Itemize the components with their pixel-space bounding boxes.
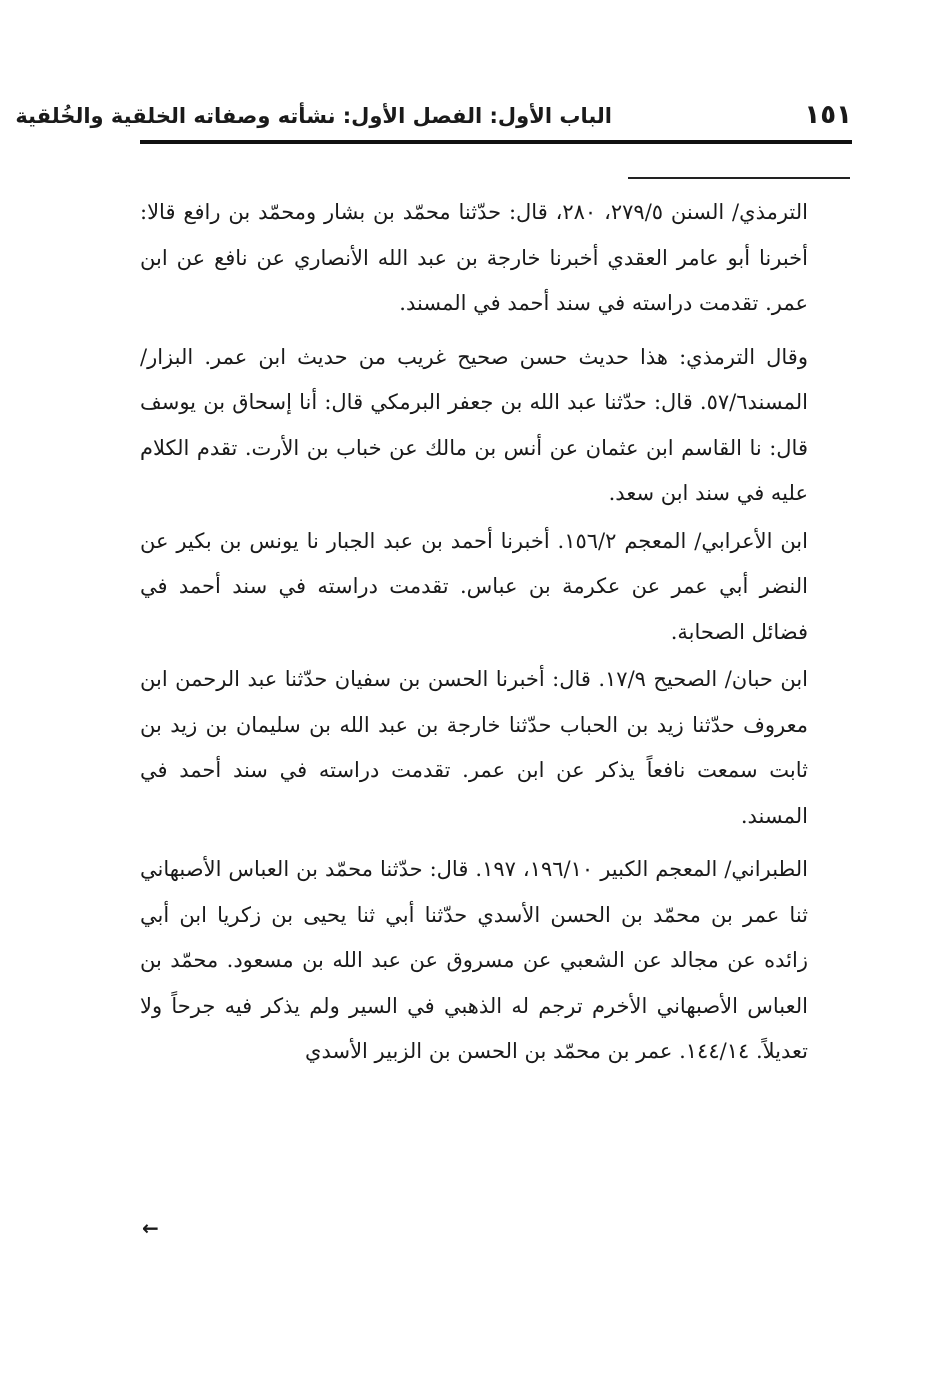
footnote-divider (628, 177, 850, 179)
footnote-body (140, 190, 808, 1075)
footnote-paragraph-bazzar: وقال الترمذي: هذا حديث حسن صحيح غريب من حديث ابن عمر. البزار/ المسند٥٧/٦. قال: حدّثنا عبد الله بن جعفر البرمكي قال: أنا إسحاق بن يوسف قال: نا القاسم ابن عثمان عن أنس بن مالك عن خباب بن الأرت. تقدم الكلام عليه في سند ابن سعد. (140, 344, 808, 505)
footnote-paragraph-ibn-hibban: ابن حبان/ الصحيح ١٧/٩. قال: أخبرنا الحسن بن سفيان حدّثنا عبد الرحمن ابن معروف حدّثنا زيد بن الحباب حدّثنا خارجة بن عبد الله بن سليمان بن زيد بن ثابت سمعت نافعاً يذكر عن ابن عمر. تقدمت دراسته في سند أحمد في المسند. (140, 667, 808, 828)
arrow-left-icon: ← (142, 1216, 159, 1240)
header-divider (140, 140, 852, 144)
footnote-paragraph-tabarani: الطبراني/ المعجم الكبير ١٩٦/١٠، ١٩٧. قال: حدّثنا محمّد بن العباس الأصبهاني ثنا عمر بن محمّد بن الحسن الأسدي حدّثنا أبي ثنا يحيى بن زكريا ابن أبي زائده عن مجالد عن الشعبي عن مسروق عن عبد الله بن مسعود. محمّد بن العباس الأصبهاني الأخرم ترجم له الذهبي في السير ولم يذكر فيه جرحاً ولا تعديلاً. ١٤٤/١٤. عمر بن محمّد بن الحسن بن الزبير الأسدي (140, 857, 808, 1063)
footnote-paragraph-tirmidhi: الترمذي/ السنن ٢٧٩/٥، ٢٨٠، قال: حدّثنا محمّد بن بشار ومحمّد بن رافع قالا: أخبرنا أبو عامر العقدي أخبرنا خارجة بن عبد الله الأنصاري عن نافع عن ابن عمر. تقدمت دراسته في سند أحمد في المسند. (140, 200, 809, 315)
page-number: ١٥١ (804, 100, 852, 130)
running-header (15, 96, 852, 142)
footnote-paragraph-ibn-alarabi: ابن الأعرابي/ المعجم ١٥٦/٢. أخبرنا أحمد بن عبد الجبار نا يونس بن بكير عن النضر أبي عمر عن عكرمة بن عباس. تقدمت دراسته في سند أحمد في فضائل الصحابة. (140, 528, 808, 644)
chapter-title: الباب الأول: الفصل الأول: نشأته وصفاته الخلقية والخُلقية (15, 104, 612, 128)
